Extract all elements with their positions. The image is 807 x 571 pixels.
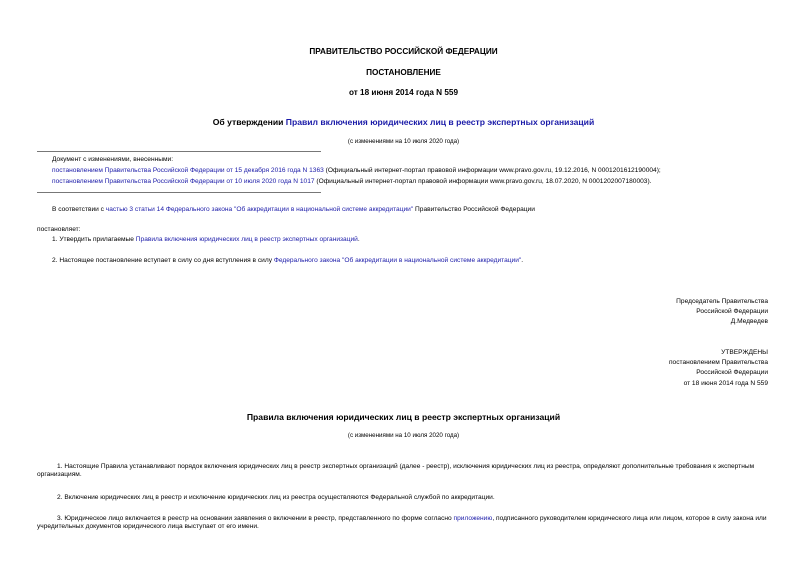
decree-date: от 18 июня 2014 года N 559 [348, 88, 459, 97]
decree-heading: ПОСТАНОВЛЕНИЕ [366, 68, 441, 77]
federal-law-link[interactable]: Федерального закона "Об аккредитации в национальной системе аккредитации" [273, 257, 522, 264]
rules-paragraph-3-start: 3. Юридическое лицо включается в реестр на основании заявления о включении в реестр, представленного по форме согласно [57, 515, 454, 522]
approval-line-3: Российской Федерации [696, 369, 768, 377]
divider-top [37, 151, 321, 152]
changes-line-1 [52, 167, 661, 175]
preamble-end: Правительство Российской Федерации [413, 206, 535, 213]
rules-link[interactable]: Правила включения юридических лиц в реестр экспертных организаций [135, 236, 358, 243]
signature-name: Д.Медведев [730, 318, 768, 326]
rules-edition-note: (с изменениями на 10 июля 2020 года) [347, 432, 460, 439]
rules-paragraph-3-end: , подписанного руководителем юридического лица или лицом, которое в силу закона или учредительных документов юридического лица выступает от его имени. [37, 515, 767, 531]
amendment-source-2020: (Официальный интернет-портал правовой информации www.pravo.gov.ru, 18.07.2020, N 0001202007180003). [314, 178, 652, 185]
rules-paragraph-1: 1. Настоящие Правила устанавливают порядок включения юридических лиц в реестр экспертных организаций (далее - реестр), исключения юридических лиц из реестра, определяют дополнительные требования к экспертным организациям. [37, 463, 755, 479]
item-1 [52, 236, 360, 244]
item-2-start: 2. Настоящее постановление вступает в силу со дня вступления в силу [52, 257, 274, 264]
signature-block [560, 298, 768, 327]
amendment-link-2020[interactable]: постановлением Правительства Российской Федерации от 10 июля 2020 года N 1017 [52, 178, 315, 185]
document-title-prefix: Об утверждении [212, 117, 286, 127]
divider-bottom [37, 192, 321, 193]
preamble [52, 206, 535, 214]
rules-paragraph-2: 2. Включение юридических лиц в реестр и исключение юридических лиц из реестра осуществляются Федеральной службой по аккредитации. [57, 494, 495, 501]
changes-intro: Документ с изменениями, внесенными: [52, 156, 174, 163]
document-title-link[interactable]: Правил включения юридических лиц в реестр экспертных организаций [285, 117, 595, 127]
item-2 [52, 257, 523, 265]
approval-line-4: от 18 июня 2014 года N 559 [683, 379, 768, 387]
document-title [0, 117, 807, 128]
preamble-start: В соответствии с [52, 206, 106, 213]
law-article-link[interactable]: частью 3 статьи 14 Федерального закона "Об аккредитации в национальной системе аккредитации" [105, 206, 414, 213]
changes-line-2 [52, 178, 652, 186]
item-1-end: . [357, 236, 360, 243]
item-1-start: 1. Утвердить прилагаемые [52, 236, 136, 243]
amendment-link-2016[interactable]: постановлением Правительства Российской Федерации от 15 декабря 2016 года N 1363 [52, 167, 324, 174]
approval-heading: УТВЕРЖДЕНЫ [721, 349, 768, 356]
approval-line-2: постановлением Правительства [668, 359, 768, 367]
decrees-word: постановляет: [37, 226, 81, 233]
edition-note: (с изменениями на 10 июля 2020 года) [347, 138, 460, 145]
amendment-source-2016: (Официальный интернет-портал правовой информации www.pravo.gov.ru, 19.12.2016, N 0001201612190004); [323, 167, 661, 174]
signature-country: Российской Федерации [696, 308, 768, 316]
rules-title: Правила включения юридических лиц в реестр экспертных организаций [246, 412, 561, 422]
signature-position: Председатель Правительства [676, 298, 768, 305]
approval-block [560, 349, 768, 388]
appendix-link[interactable]: приложению [453, 515, 493, 522]
item-2-end: . [521, 257, 524, 264]
rules-paragraph-3 [37, 515, 770, 531]
government-heading: ПРАВИТЕЛЬСТВО РОССИЙСКОЙ ФЕДЕРАЦИИ [309, 47, 498, 56]
